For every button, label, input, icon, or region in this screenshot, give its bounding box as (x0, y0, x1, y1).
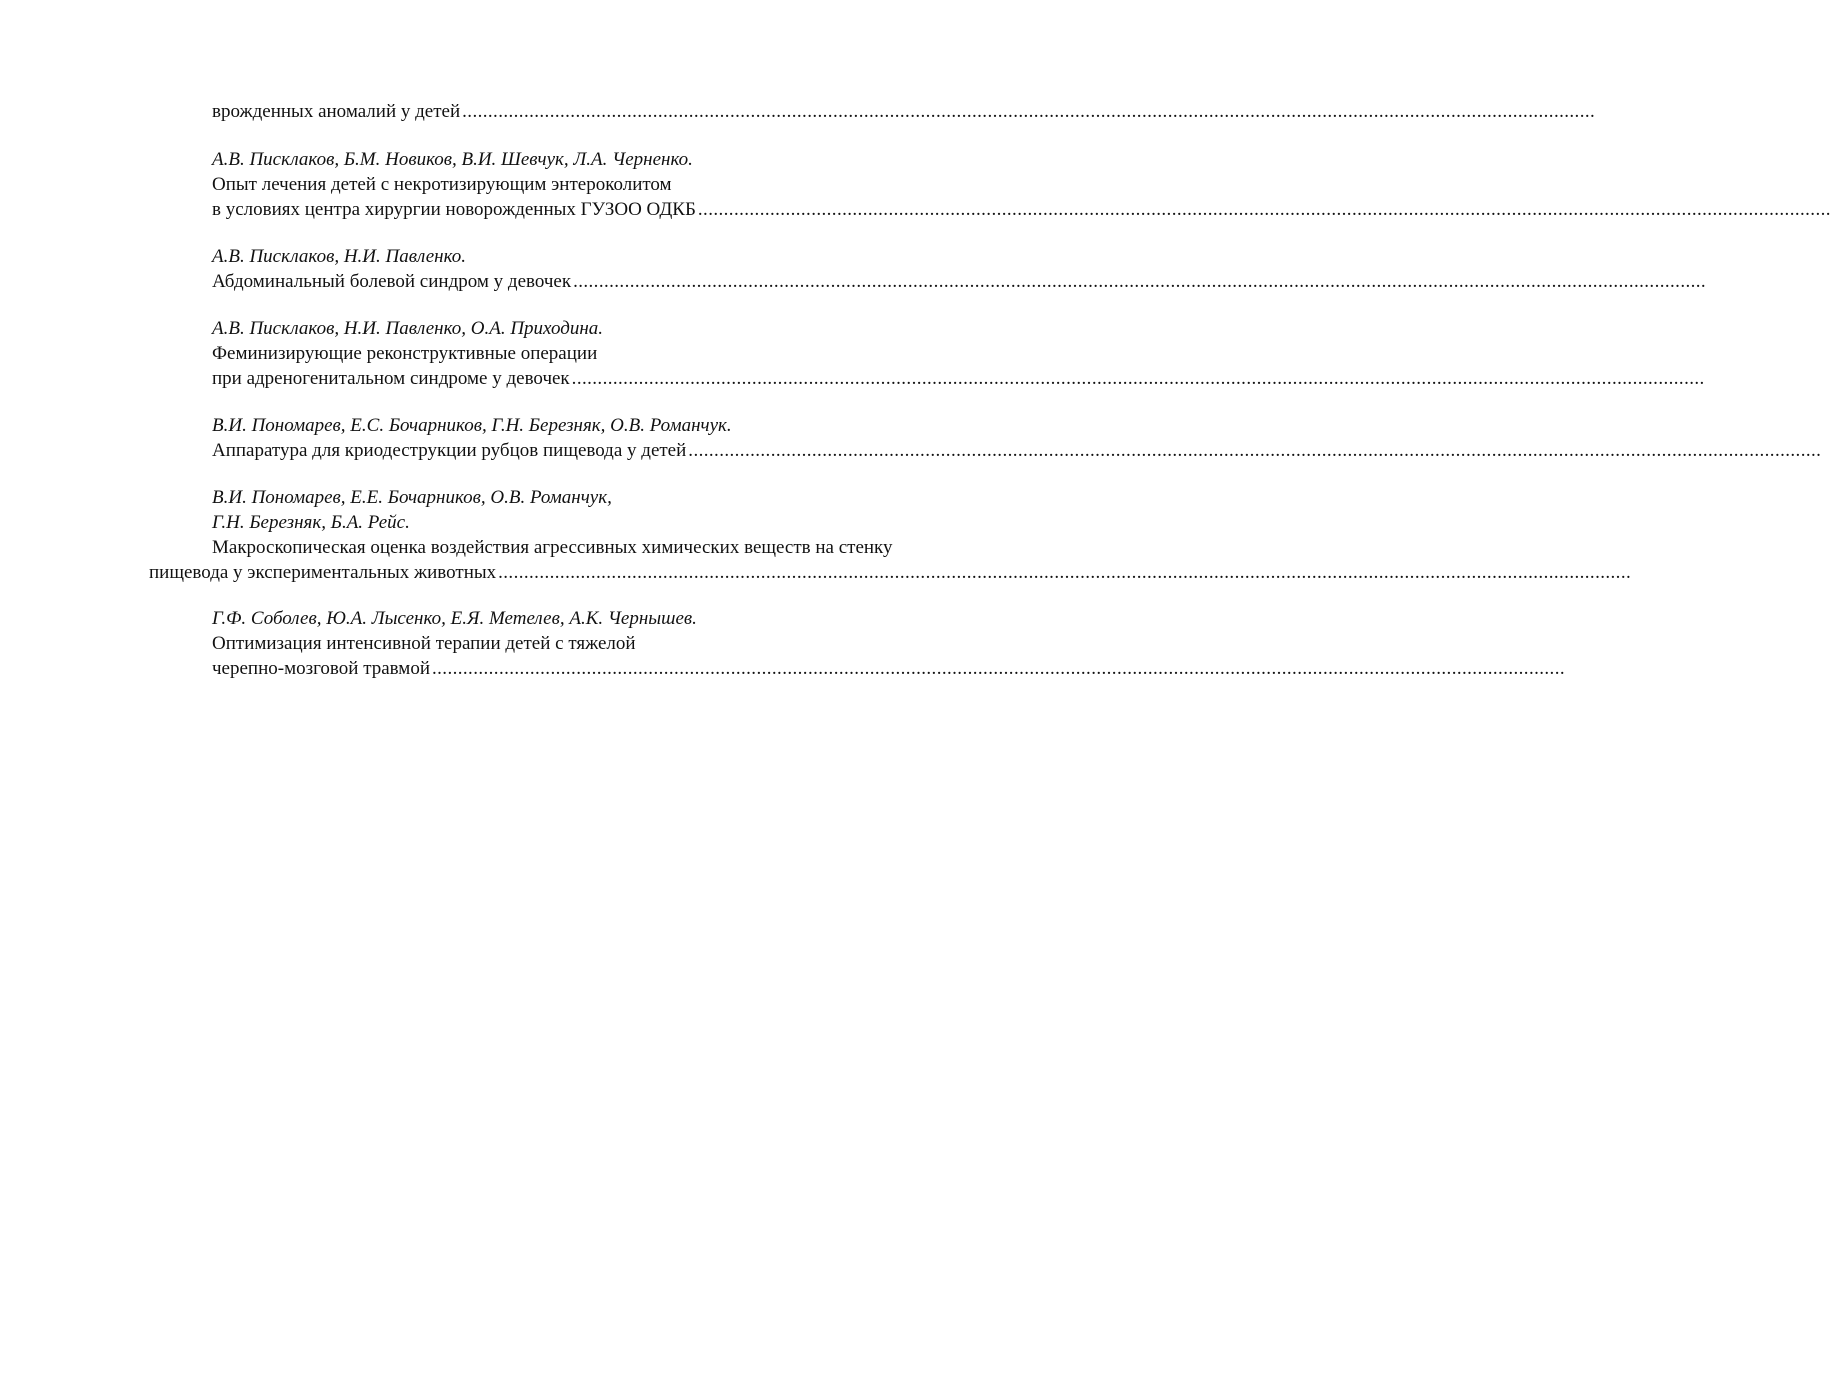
entry-title-line: черепно-мозговой травмой ............................................................................................................................................................................................................................ (212, 656, 940, 682)
dot-leader: ............................................................................................................................................................................................................................ (432, 658, 1565, 679)
entry-authors: Г.Н. Березняк, Б.А. Рейс. (212, 512, 410, 533)
entry-authors: А.В. Писклаков, Н.И. Павленко. (212, 246, 467, 267)
entry-authors: Г.Ф. Соболев, Ю.А. Лысенко, Е.Я. Метелев, А.К. Чернышев. (212, 608, 697, 629)
entry-title-line: пищевода у экспериментальных животных ............................................................................................................................................................................................................................ (149, 560, 940, 586)
dot-leader: ............................................................................................................................................................................................................................ (462, 101, 1596, 122)
entry-authors: А.В. Писклаков, Б.М. Новиков, В.И. Шевчук, Л.А. Черненко. (212, 149, 693, 170)
entry-authors: В.И. Пономарев, Е.Е. Бочарников, О.В. Романчук, (212, 487, 612, 508)
dot-leader: ............................................................................................................................................................................................................................ (498, 562, 1632, 583)
dot-leader: ............................................................................................................................................................................................................................ (697, 199, 1831, 220)
entry-title-line: Макроскопическая оценка воздействия агрессивных химических веществ на стенку (212, 537, 893, 558)
entry-authors: А.В. Писклаков, Н.И. Павленко, О.А. Приходина. (212, 318, 604, 339)
entry-title-line: Абдоминальный болевой синдром у девочек ............................................................................................................................................................................................................................ (212, 269, 940, 295)
dot-leader: ............................................................................................................................................................................................................................ (573, 271, 1707, 292)
entry-title-line: Оптимизация интенсивной терапии детей с тяжелой (212, 633, 636, 654)
entry-title-line: в условиях центра хирургии новорожденных ГУЗОО ОДКБ ............................................................................................................................................................................................................................ (212, 197, 940, 223)
entry-title-line: врожденных аномалий у детей ............................................................................................................................................................................................................................ (212, 99, 940, 125)
entry-title-line: Аппаратура для криодеструкции рубцов пищевода у детей ............................................................................................................................................................................................................................ (212, 438, 940, 464)
entry-title-line: при адреногенитальном синдроме у девочек ............................................................................................................................................................................................................................ (212, 366, 940, 392)
dot-leader: ............................................................................................................................................................................................................................ (571, 368, 1705, 389)
entry-authors: В.И. Пономарев, Е.С. Бочарников, Г.Н. Березняк, О.В. Романчук. (212, 415, 732, 436)
entry-title-line: Феминизирующие реконструктивные операции (212, 343, 598, 364)
entry-title-line: Опыт лечения детей с некротизирующим энтероколитом (212, 174, 672, 195)
dot-leader: ............................................................................................................................................................................................................................ (688, 440, 1822, 461)
